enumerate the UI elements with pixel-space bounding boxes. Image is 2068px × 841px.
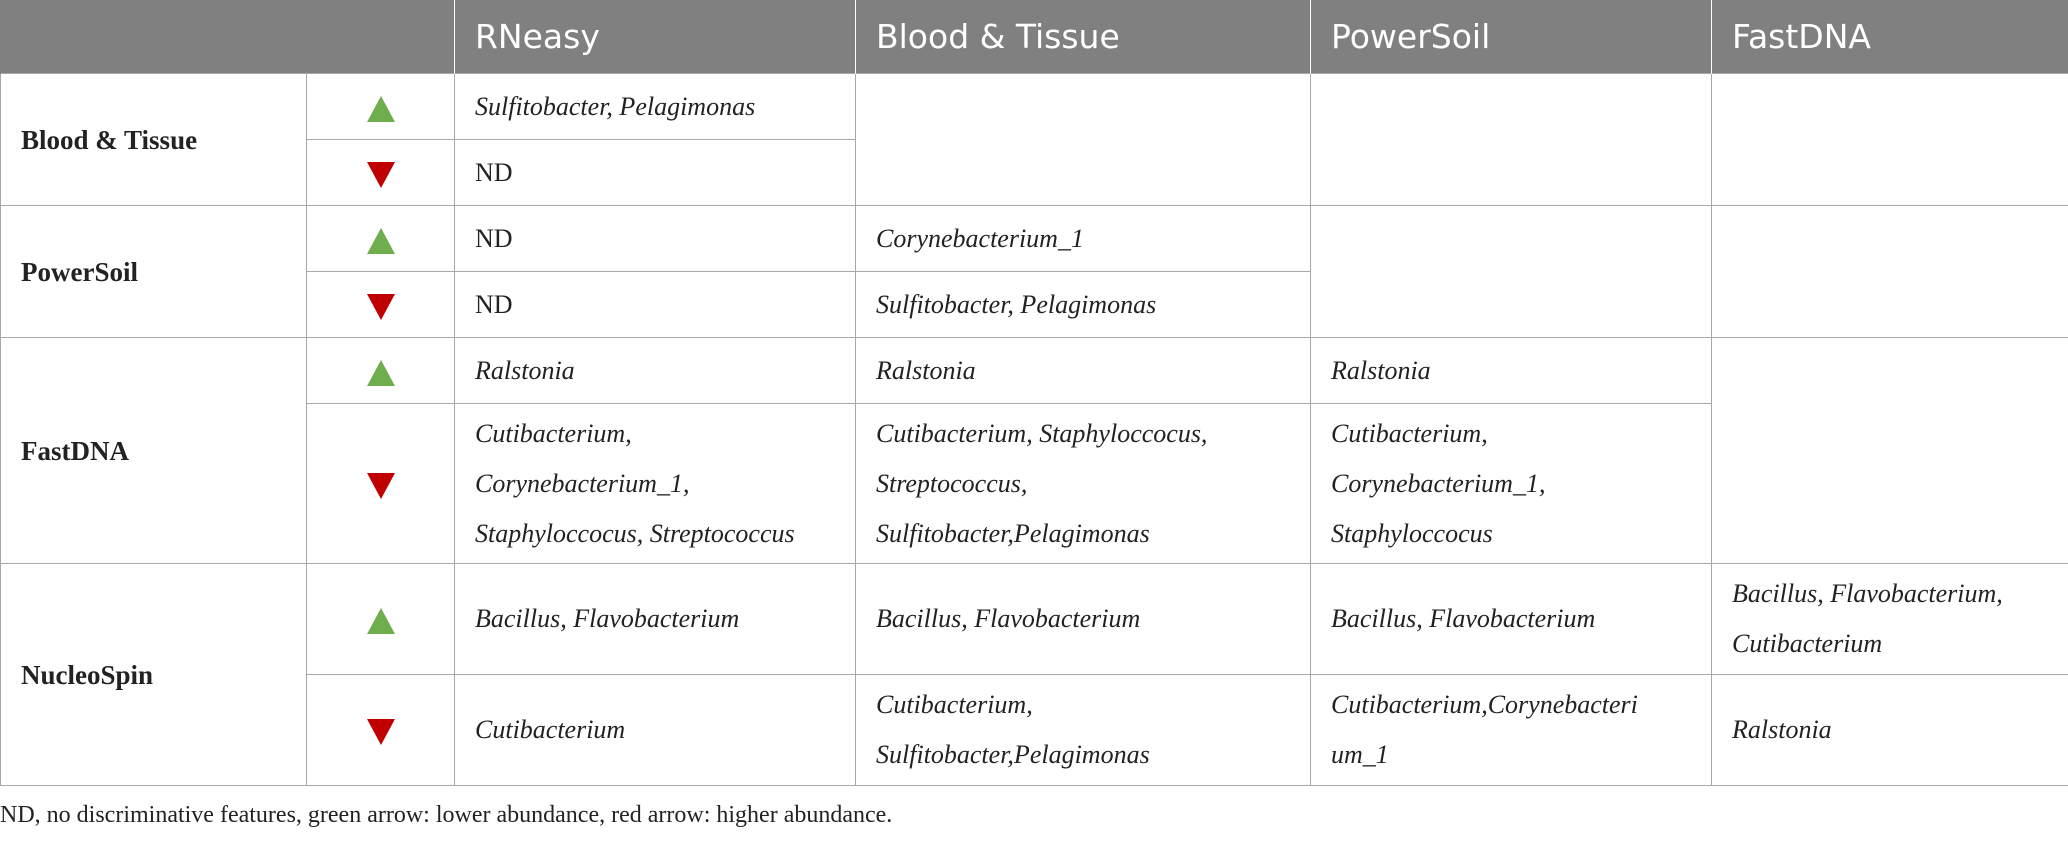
- cell-fastdna-up-rneasy: Ralstonia: [455, 338, 856, 404]
- arrow-cell: [307, 338, 455, 404]
- taxon-line: Sulfitobacter,Pelagimonas: [876, 740, 1150, 769]
- taxon-line: Sulfitobacter,Pelagimonas: [876, 518, 1150, 548]
- empty-cell: [856, 74, 1311, 206]
- header-powersoil: PowerSoil: [1311, 0, 1712, 74]
- empty-cell: [1712, 206, 2068, 338]
- cell-nucleospin-down-fastdna: Ralstonia: [1712, 675, 2068, 786]
- cell-blood-tissue-down-rneasy: ND: [455, 140, 856, 206]
- cell-powersoil-down-rneasy: ND: [455, 272, 856, 338]
- green-up-arrow-icon: [367, 360, 395, 386]
- taxon-line: Bacillus, Flavobacterium,: [1732, 579, 2003, 608]
- taxon-line: Cutibacterium,: [876, 690, 1033, 719]
- row-label-blood-tissue: Blood & Tissue: [1, 74, 307, 206]
- taxon-line: Cutibacterium,Corynebacteri: [1331, 690, 1638, 719]
- row-label-powersoil: PowerSoil: [1, 206, 307, 338]
- arrow-cell: [307, 675, 455, 786]
- header-rneasy: RNeasy: [455, 0, 856, 74]
- header-row: [1, 0, 2068, 74]
- cell-nucleospin-up-fastdna: [1712, 564, 2068, 675]
- cell-powersoil-up-rneasy: ND: [455, 206, 856, 272]
- cell-fastdna-down-rneasy: [455, 404, 856, 564]
- cell-nucleospin-down-blood-tissue: [856, 675, 1311, 786]
- empty-cell: [1712, 338, 2068, 564]
- cell-nucleospin-up-rneasy: Bacillus, Flavobacterium: [455, 564, 856, 675]
- green-up-arrow-icon: [367, 608, 395, 634]
- taxon-line: um_1: [1331, 740, 1389, 769]
- arrow-cell: [307, 404, 455, 564]
- taxon-line: Cutibacterium,: [1331, 418, 1488, 448]
- arrow-cell: [307, 564, 455, 675]
- cell-nucleospin-down-rneasy: Cutibacterium: [455, 675, 856, 786]
- table-row: [1, 564, 2068, 675]
- red-down-arrow-icon: [367, 162, 395, 188]
- cell-fastdna-down-blood-tissue: [856, 404, 1311, 564]
- cell-fastdna-down-powersoil: [1311, 404, 1712, 564]
- empty-cell: [1311, 206, 1712, 338]
- cell-fastdna-up-powersoil: Ralstonia: [1311, 338, 1712, 404]
- red-down-arrow-icon: [367, 294, 395, 320]
- green-up-arrow-icon: [367, 228, 395, 254]
- header-fastdna: FastDNA: [1712, 0, 2068, 74]
- header-blood-tissue: Blood & Tissue: [856, 0, 1311, 74]
- cell-nucleospin-up-powersoil: Bacillus, Flavobacterium: [1311, 564, 1712, 675]
- cell-powersoil-up-blood-tissue: Corynebacterium_1: [856, 206, 1311, 272]
- arrow-cell: [307, 140, 455, 206]
- table-footnote: ND, no discriminative features, green arrow: lower abundance, red arrow: higher abundance.: [0, 802, 893, 828]
- arrow-cell: [307, 206, 455, 272]
- taxon-line: Cutibacterium, Staphyloccocus,: [876, 418, 1208, 448]
- header-empty-cell: [1, 0, 455, 74]
- empty-cell: [1311, 74, 1712, 206]
- taxon-line: Cutibacterium: [1732, 629, 1883, 658]
- green-up-arrow-icon: [367, 96, 395, 122]
- arrow-cell: [307, 74, 455, 140]
- cell-fastdna-up-blood-tissue: Ralstonia: [856, 338, 1311, 404]
- cell-blood-tissue-up-rneasy: Sulfitobacter, Pelagimonas: [455, 74, 856, 140]
- row-label-fastdna: FastDNA: [1, 338, 307, 564]
- table-row: [1, 206, 2068, 272]
- table-row: [1, 338, 2068, 404]
- taxon-line: Cutibacterium,: [475, 418, 632, 448]
- cell-nucleospin-down-powersoil: [1311, 675, 1712, 786]
- cell-powersoil-down-blood-tissue: Sulfitobacter, Pelagimonas: [856, 272, 1311, 338]
- taxon-line: Corynebacterium_1,: [1331, 468, 1546, 498]
- table-row: [1, 675, 2068, 786]
- cell-nucleospin-up-blood-tissue: Bacillus, Flavobacterium: [856, 564, 1311, 675]
- arrow-cell: [307, 272, 455, 338]
- taxon-line: Staphyloccocus: [1331, 518, 1493, 548]
- taxon-line: Staphyloccocus, Streptococcus: [475, 518, 795, 548]
- red-down-arrow-icon: [367, 719, 395, 745]
- taxon-line: Streptococcus,: [876, 468, 1028, 498]
- empty-cell: [1712, 74, 2068, 206]
- table-row: [1, 74, 2068, 140]
- red-down-arrow-icon: [367, 473, 395, 499]
- row-label-nucleospin: NucleoSpin: [1, 564, 307, 786]
- taxon-line: Corynebacterium_1,: [475, 468, 690, 498]
